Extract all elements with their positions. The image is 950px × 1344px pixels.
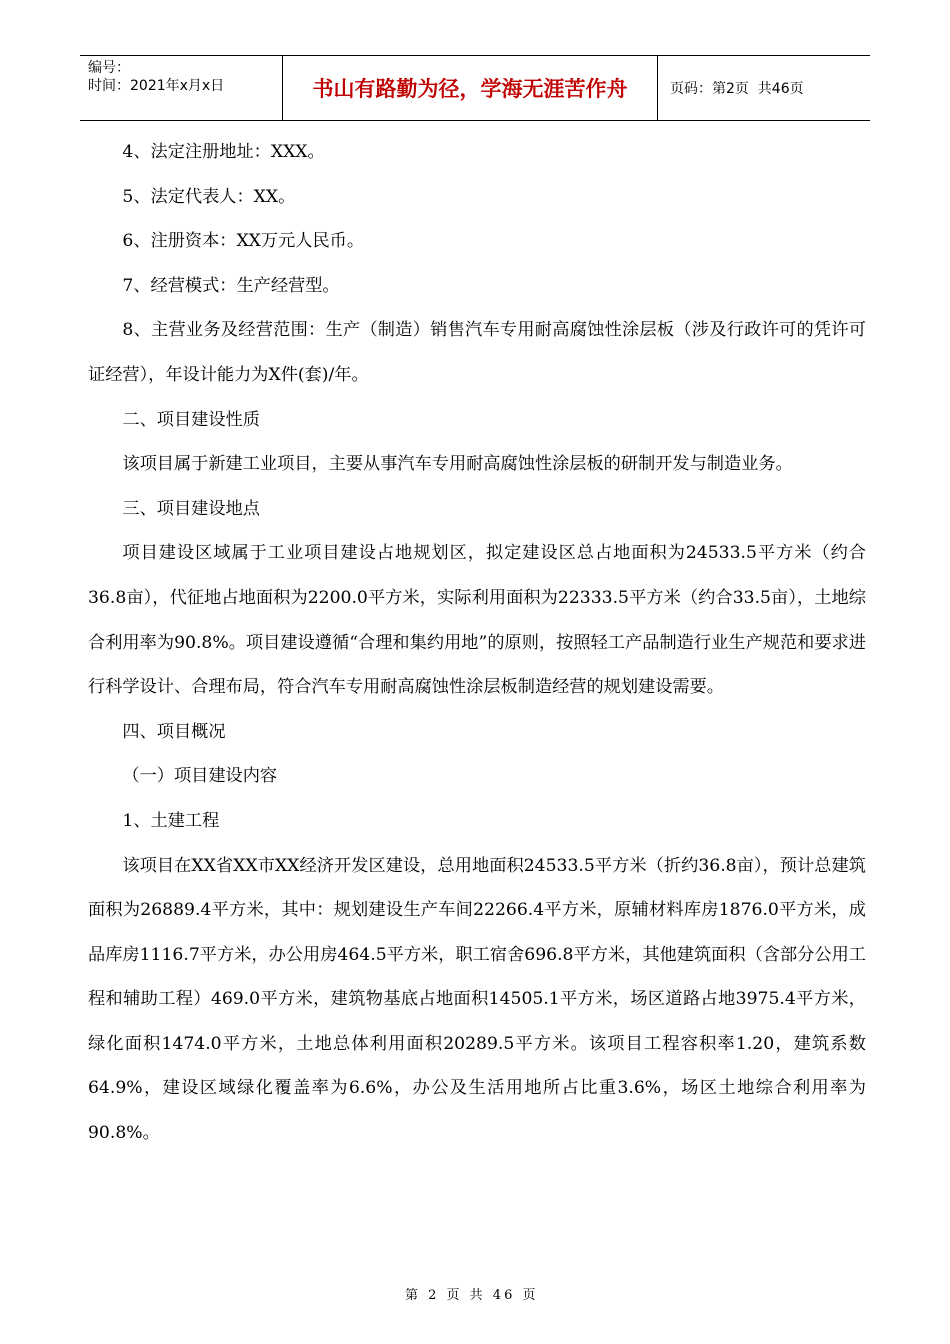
page-footer: 第 2 页 共 46 页 [405, 1288, 539, 1303]
paragraph-legal-representative: 5、法定代表人：XX。 [122, 186, 296, 207]
paragraph-registered-capital: 6、注册资本：XX万元人民币。 [122, 231, 365, 252]
document-body [88, 130, 866, 1156]
section-heading-overview: 四、项目概况 [122, 721, 226, 742]
paragraph-civil-works: 该项目在XX省XX市XX经济开发区建设，总用地面积24533.5平方米（折约36.8亩），预计总建筑面积为26889.4平方米，其中：规划建设生产车间22266.4平方米，原辅材料库房1876.0平方米，成品库房1116.7平方米，办公用房464.5平方米，职工宿舍696.8平方米，其他建筑面积（含部分公用工程和辅助工程）469.0平方米，建筑物基底占地面积14505.1平方米，场区道路占地3975.4平方米，绿化面积1474.0平方米，土地总体利用面积20289.5平方米。该项目工程容积率1.20，建筑系数64.9%，建设区域绿化覆盖率为6.6%，办公及生活用地所占比重3.6%，场区土地综合利用率为90.8%。 [88, 855, 866, 1144]
paragraph-business-scope: 8、主营业务及经营范围：生产（制造）销售汽车专用耐高腐蚀性涂层板（涉及行政许可的凭许可证经营），年设计能力为X件(套)/年。 [88, 320, 866, 385]
header-meta [80, 56, 282, 120]
header-page-info [658, 56, 870, 120]
header-page-label: 页码：第2页 共46页 [670, 81, 804, 97]
document-number: 编号： [88, 60, 130, 76]
section-heading-location: 三、项目建设地点 [122, 498, 260, 519]
paragraph-registered-address: 4、法定注册地址：XXX。 [122, 142, 325, 162]
paragraph-business-mode: 7、经营模式：生产经营型。 [122, 275, 340, 296]
header-motto: 书山有路勤为径，学海无涯苦作舟 [282, 56, 658, 120]
page-header [80, 55, 870, 121]
section-heading-nature: 二、项目建设性质 [122, 409, 260, 430]
subsection-heading-civil-works: 1、土建工程 [122, 810, 220, 831]
paragraph-project-nature: 该项目属于新建工业项目，主要从事汽车专用耐高腐蚀性涂层板的研制开发与制造业务。 [122, 454, 793, 475]
document-time: 时间：2021年x月x日 [88, 78, 225, 94]
subsection-heading-content: （一）项目建设内容 [122, 766, 278, 787]
paragraph-project-location: 项目建设区域属于工业项目建设占地规划区，拟定建设区总占地面积为24533.5平方米（约合36.8亩），代征地占地面积为2200.0平方米，实际利用面积为22333.5平方米（约合33.5亩），土地综合利用率为90.8%。项目建设遵循“合理和集约用地”的原则，按照轻工产品制造行业生产规范和要求进行科学设计、合理布局，符合汽车专用耐高腐蚀性涂层板制造经营的规划建设需要。 [88, 543, 866, 698]
